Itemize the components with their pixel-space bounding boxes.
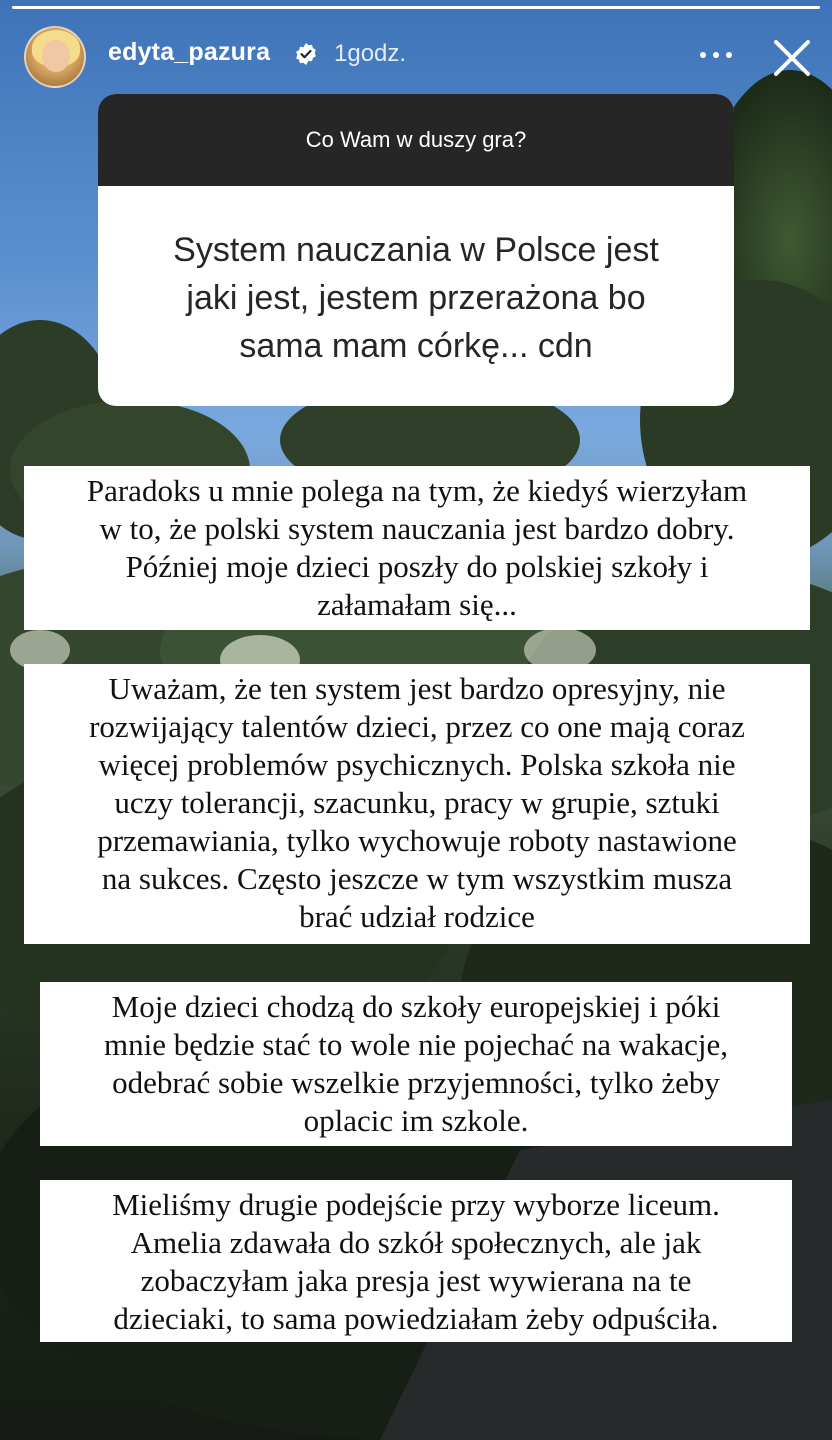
answer-line: System nauczania w Polsce jest: [173, 231, 659, 269]
panel-line: załamałam się...: [317, 587, 517, 622]
story-header: [0, 18, 832, 98]
close-icon[interactable]: [768, 34, 816, 82]
more-options-button[interactable]: [694, 32, 738, 76]
panel-line: w to, że polski system nauczania jest bardzo dobry.: [99, 511, 735, 546]
panel-line: zobaczyłam jaka presja jest wywierana na te: [140, 1263, 692, 1298]
panel-line: Uważam, że ten system jest bardzo opresyjny, nie: [108, 671, 726, 706]
panel-line: na sukces. Często jeszcze w tym wszystkim musza: [101, 861, 733, 896]
panel-line: Moje dzieci chodzą do szkoły europejskiej i póki: [111, 989, 721, 1024]
avatar[interactable]: [24, 26, 86, 88]
panel-line: odebrać sobie wszelkie przyjemności, tylko żeby: [112, 1065, 720, 1100]
username[interactable]: edyta_pazura: [108, 38, 271, 66]
story-progress-bar: [12, 6, 820, 9]
panel-line: uczy tolerancji, szacunku, pracy w grupie, sztuki: [114, 785, 720, 820]
panel-line: rozwijający talentów dzieci, przez co one mają coraz: [89, 709, 745, 744]
panel-line: mnie będzie stać to wole nie pojechać na wakacje,: [103, 1027, 728, 1062]
more-icon-dot: [713, 52, 719, 58]
question-sticker[interactable]: [98, 94, 734, 406]
panel-line: Amelia zdawała do szkół społecznych, ale jak: [130, 1225, 702, 1260]
panel-line: brać udział rodzice: [299, 899, 535, 934]
more-icon: [700, 52, 706, 58]
story-progress-fill: [12, 6, 820, 9]
avatar-face: [42, 40, 70, 72]
question-answer: [128, 226, 704, 370]
verified-badge-icon: [294, 42, 318, 66]
answer-line: jaki jest, jestem przerażona bo: [186, 279, 646, 317]
text-panel: [24, 466, 810, 630]
answer-line: sama mam córkę... cdn: [239, 327, 593, 365]
text-panel: [40, 982, 792, 1146]
panel-line: przemawiania, tylko wychowuje roboty nastawione: [97, 823, 737, 858]
question-text: Co Wam w duszy gra?: [98, 94, 734, 186]
more-icon-dot: [726, 52, 732, 58]
panel-line: Mieliśmy drugie podejście przy wyborze liceum.: [112, 1187, 720, 1222]
text-panel: [24, 664, 810, 944]
panel-line: więcej problemów psychicznych. Polska szkoła nie: [98, 747, 736, 782]
panel-line: dzieciaki, to sama powiedziałam żeby odpuściła.: [113, 1301, 719, 1336]
panel-line: Paradoks u mnie polega na tym, że kiedyś wierzyłam: [86, 473, 748, 508]
post-time: 1godz.: [334, 40, 407, 67]
panel-line: Później moje dzieci poszły do polskiej szkoły i: [125, 549, 709, 584]
text-panel: [40, 1180, 792, 1342]
panel-line: oplacic im szkole.: [303, 1103, 529, 1138]
